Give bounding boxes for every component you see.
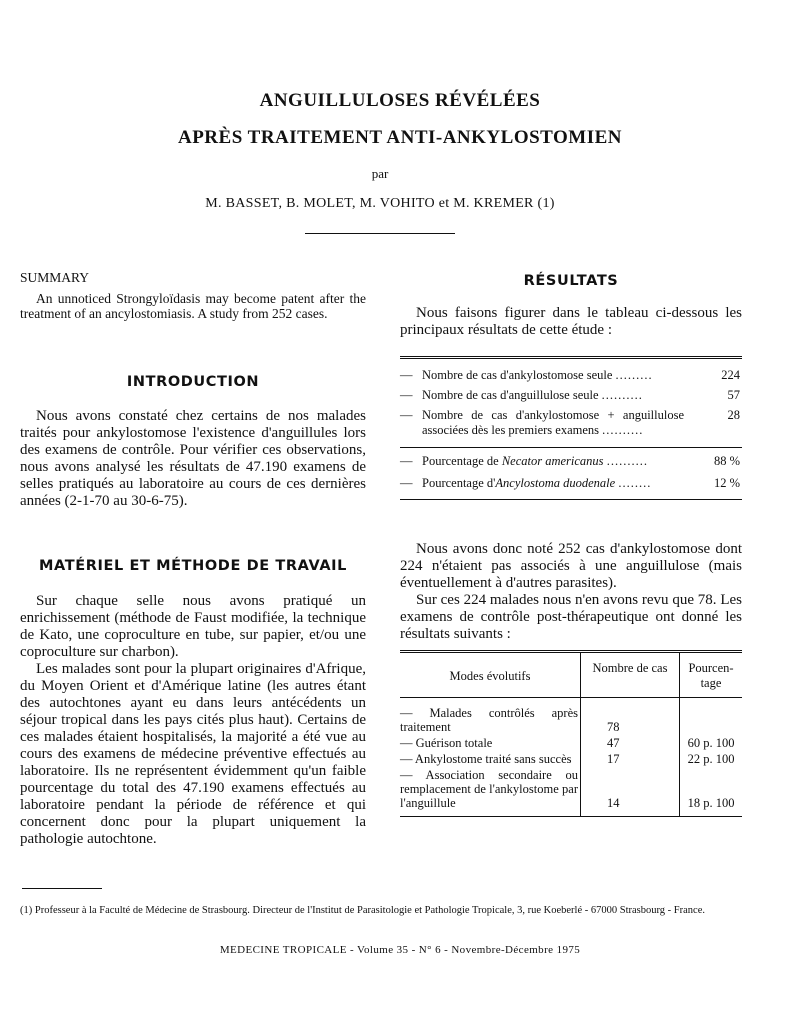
journal-reference: MEDECINE TROPICALE - Volume 35 - N° 6 - Novembre-Décembre 1975 — [219, 944, 581, 956]
mode-cell: — Association secondaire ou remplacement de l'ankylostome par l'anguillule — [400, 767, 581, 816]
cases-cell: 17 — [581, 751, 680, 767]
materiel-paragraph-1: Sur chaque selle nous avons pratiqué un enrichissement (méthode de Faust modifiée, la technique de Kato, une coproculture en tube, sur papier, et/ou une coproculture sur charbon). — [20, 593, 366, 660]
materiel-text — [20, 593, 366, 848]
resultats-paragraph-2: Nous avons donc noté 252 cas d'ankylostomose dont 224 n'étaient pas associés à une anguillulose (mais éventuellement à d'autres parasites). — [400, 541, 742, 591]
row-value: 28 — [727, 408, 740, 422]
pct-cell: 22 p. 100 — [687, 752, 735, 766]
table-row: — Pourcentage de Necator americanus .......... 88 % — [400, 454, 740, 468]
summary-text: An unnoticed Strongyloïdasis may become patent after the treatment of an ancylostomiasis. A study from 252 cases. — [20, 291, 366, 321]
evolution-modes-table — [400, 650, 742, 817]
title-line-1: ANGUILLULOSES RÉVÉLÉES — [259, 90, 541, 111]
resultats-intro-paragraph: Nous faisons figurer dans le tableau ci-dessous les principaux résultats de cette étude : — [400, 305, 742, 338]
row-value: 12 % — [713, 476, 740, 490]
pct-cell: 18 p. 100 — [687, 796, 735, 810]
row-label: Pourcentage de — [422, 454, 499, 468]
row-label: Nombre de cas d'ankylostomose seule — [422, 368, 613, 382]
row-label: Nombre de cas d'anguillulose seule — [422, 388, 599, 402]
introduction-text — [20, 408, 366, 510]
row-value: 224 — [721, 368, 740, 382]
row-value: 57 — [727, 388, 740, 402]
column-header: Pourcen-tage — [680, 653, 743, 698]
results-summary-table — [400, 356, 742, 500]
column-header: Nombre de cas — [581, 653, 680, 698]
cases-cell: 47 — [581, 735, 680, 751]
title-divider — [305, 233, 455, 234]
authors: M. BASSET, B. MOLET, M. VOHITO et M. KREMER (1) — [205, 196, 555, 211]
title-line-2: APRÈS TRAITEMENT ANTI-ANKYLOSTOMIEN — [177, 127, 623, 148]
summary-heading: SUMMARY — [20, 270, 90, 285]
resultats-intro — [400, 305, 742, 339]
table-row: — Nombre de cas d'ankylostomose + anguillulose associées dès les premiers examens .......... 28 — [400, 408, 740, 437]
pct-cell — [680, 698, 743, 736]
resultats-text — [400, 541, 742, 643]
table-row — [400, 751, 742, 767]
table-row: — Nombre de cas d'anguillulose seule .......... 57 — [400, 388, 740, 402]
table-row — [400, 698, 742, 736]
table-row: — Pourcentage d'Ancylostoma duodenale ........ 12 % — [400, 476, 740, 490]
resultats-paragraph-3: Sur ces 224 malades nous n'en avons revu que 78. Les examens de contrôle post-thérapeutique ont donné les résultats suivants : — [400, 592, 742, 642]
column-header: Modes évolutifs — [400, 653, 581, 698]
table-divider — [400, 447, 742, 448]
species-name: Necator americanus — [501, 454, 604, 468]
table-row: — Nombre de cas d'ankylostomose seule ......... 224 — [400, 368, 740, 382]
pct-cell: 60 p. 100 — [687, 736, 735, 750]
by-label: par — [371, 166, 389, 181]
resultats-heading: RÉSULTATS — [523, 273, 619, 289]
footnote-divider — [22, 888, 102, 889]
species-name: Ancylostoma duodenale — [495, 476, 616, 490]
row-label: Nombre de cas d'ankylostomose + anguillulose associées dès les premiers examens — [422, 408, 684, 437]
materiel-paragraph-2: Les malades sont pour la plupart originaires d'Afrique, du Moyen Orient et d'Amérique latine (les autres étant des autochtones ayant eu dans leurs antécédents un séjour tropical dans les pays cités plus haut). Certains de ces malades étaient hospitalisés, la majorité a été vue au cours des examens de médecine préventive effectués au laboratoire. Ils ne représentent évidemment qu'un faible pourcentage du total des 47.190 examens effectués au laboratoire pendant la période de référence et qui concernent donc pour la plupart uniquement la pathologie autochtone. — [20, 661, 366, 847]
table-header-row — [400, 653, 742, 698]
table-row — [400, 767, 742, 816]
materiel-heading: MATÉRIEL ET MÉTHODE DE TRAVAIL — [39, 558, 347, 574]
mode-cell: — Guérison totale — [400, 735, 581, 751]
mode-cell: — Malades contrôlés après traitement — [400, 698, 581, 736]
row-label: Pourcentage d' — [422, 476, 496, 490]
footnote: (1) Professeur à la Faculté de Médecine de Strasbourg. Directeur de l'Institut de Parasitologie et Pathologie Tropicale, 3, rue Koeberlé - 67000 Strasbourg - France. — [20, 905, 705, 916]
cases-cell: 78 — [581, 698, 680, 736]
row-value: 88 % — [713, 454, 740, 468]
cases-cell: 14 — [581, 767, 680, 816]
mode-cell: — Ankylostome traité sans succès — [400, 751, 581, 767]
introduction-heading: INTRODUCTION — [126, 374, 260, 390]
introduction-paragraph: Nous avons constaté chez certains de nos malades traités pour ankylostomose l'existence d'anguillules lors des examens de contrôle. Pour vérifier ces observations, nous avons analysé les résultats de 47.190 examens de selles pratiqués au laboratoire au cours de ces dernières années (2-1-70 au 30-6-75). — [20, 408, 366, 509]
table-row — [400, 735, 742, 751]
